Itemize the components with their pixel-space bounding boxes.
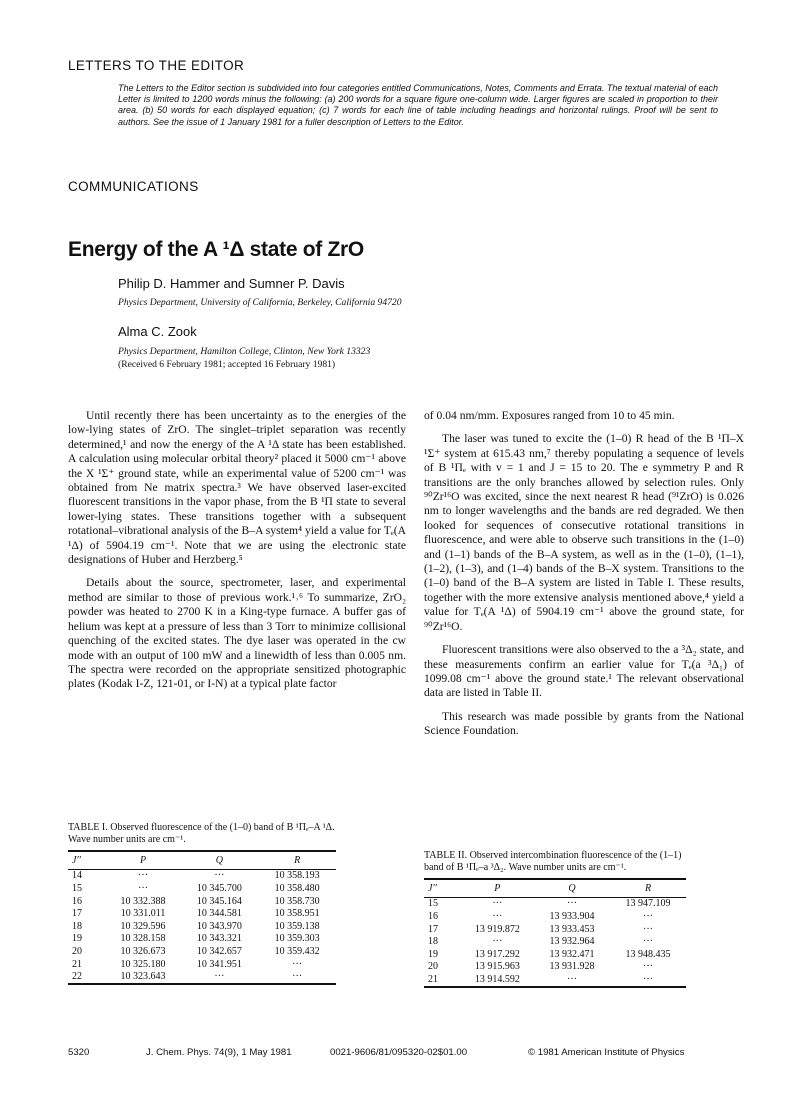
table-cell: 10 343.321 [196, 933, 242, 945]
table-row [424, 948, 686, 961]
table-cell: 10 358.480 [274, 882, 320, 894]
table-cell: 13 914.592 [461, 973, 534, 987]
table-row [424, 897, 686, 910]
table-cell: 17 [428, 923, 438, 935]
table-row [424, 961, 686, 974]
table-cell: 17 [72, 908, 82, 920]
left-column [68, 409, 406, 692]
table-cell: ··· [181, 970, 259, 984]
column-header: J′′ [424, 879, 461, 898]
table-cell: 10 323.643 [106, 970, 181, 984]
table-row [424, 910, 686, 923]
column-header: Q [181, 851, 259, 870]
table-cell: 13 915.963 [474, 961, 520, 973]
column-header: J′′ [68, 851, 106, 870]
table-cell: 14 [72, 870, 82, 882]
table-cell: 10 326.673 [120, 945, 166, 957]
table-cell: 18 [72, 920, 82, 932]
table-cell: ··· [258, 970, 336, 984]
paragraph: Until recently there has been uncertainty as to the energies of the low-lying states of ZrO. The singlet–triplet separation was recently determined,¹ and now the energy of the A ¹Δ state has been established. A calculation using molecular orbital theory² placed it 5000 cm⁻¹ above the X ¹Σ⁺ ground state, while an experimental value of 5200 cm⁻¹ was obtained from Ne matrix spectra.³ We have observed laser-excited fluorescent transitions in the vapor phase, from the B ¹Π state to several lower-lying states. These transitions together with a subsequent rotational–vibrational analysis of the B–A system⁴ yield a value for Tₑ(A ¹Δ) of 5904.19 cm⁻¹. Note that we are using the electronic state designations of Huber and Herzberg.⁵ [68, 409, 406, 567]
table-cell: 10 358.730 [274, 895, 320, 907]
paragraph: This research was made possible by grants from the National Science Foundation. [424, 709, 744, 738]
table-cell: 13 917.292 [474, 948, 520, 960]
table-1 [68, 822, 336, 985]
table-cell: ··· [610, 973, 686, 987]
table-cell: ··· [492, 910, 503, 922]
paragraph: of 0.04 nm/mm. Exposures ranged from 10 to 45 min. [424, 409, 675, 422]
table-cell: ··· [214, 870, 225, 882]
table-cell: 22 [68, 970, 106, 984]
table-cell: ··· [643, 923, 653, 935]
column-header: R [258, 851, 336, 870]
table-cell: 20 [428, 961, 438, 973]
paragraph: Fluorescent transitions were also observed to the a ³Δ₂ state, and these measurements confirm an earlier value for Tₑ(a ³Δ₁) of 1099.08 cm⁻¹ above the ground state.¹ The relevant observational data are listed in Table II. [424, 643, 744, 700]
table-2 [424, 850, 686, 988]
page-number: 5320 [68, 1047, 90, 1058]
table-cell: 10 331.011 [120, 908, 166, 920]
table-row [68, 907, 336, 920]
table-cell: 10 328.158 [120, 933, 166, 945]
table-cell: 15 [72, 882, 82, 894]
column-header: P [106, 851, 181, 870]
table-cell: 13 933.453 [549, 923, 595, 935]
table-cell: 10 329.596 [120, 920, 166, 932]
table-cell: ··· [292, 958, 303, 970]
table-cell: 10 325.180 [120, 958, 166, 970]
table-cell: ··· [492, 898, 503, 910]
table-cell: 16 [428, 910, 438, 922]
column-header: R [610, 879, 686, 898]
table-row [68, 933, 336, 946]
table-row [68, 895, 336, 908]
table-cell: 13 933.904 [549, 910, 595, 922]
paragraph: Details about the source, spectrometer, laser, and experimental method are similar to those of previous work.¹˒⁶ To summarize, ZrO₂ powder was heated to 2700 K in a King-type furnace. A buffer gas of helium was kept at a pressure of less than 3 Torr to minimize collisional quenching of the excited states. The dye laser was operated in the cw mode with an output of 100 mW and a linewidth of less than 0.005 nm. The spectra were recorded on the appropriate sensitized photographic plates (Kodak I-Z, 121-01, or I-N) at a typical plate factor [68, 576, 406, 691]
table-cell: 19 [428, 948, 438, 960]
article-code: 0021-9606/81/095320-02$01.00 [330, 1047, 468, 1058]
table-cell: 10 358.193 [274, 870, 320, 882]
table-row [424, 935, 686, 948]
authors-primary: Philip D. Hammer and Sumner P. Davis [118, 276, 345, 291]
table-cell: ··· [643, 961, 653, 973]
section-heading: LETTERS TO THE EDITOR [68, 58, 245, 73]
table-cell: 10 344.581 [196, 908, 242, 920]
table-cell: 10 341.951 [196, 958, 242, 970]
table-cell: ··· [138, 870, 149, 882]
received-date: (Received 6 February 1981; accepted 16 February 1981) [118, 359, 336, 370]
table-cell: 10 359.432 [274, 945, 320, 957]
table-2-grid [424, 878, 686, 988]
table-cell: 13 932.471 [549, 948, 595, 960]
table-cell: 10 342.657 [196, 945, 242, 957]
table-2-caption: TABLE II. Observed intercombination fluorescence of the (1–1) band of B ¹Πₑ–a ³Δ₂. Wave number units are cm⁻¹. [424, 850, 682, 873]
paragraph: The laser was tuned to excite the (1–0) R head of the B ¹Π–X ¹Σ⁺ system at 615.43 nm,⁷ thereby populating a sequence of levels of B ¹Πₑ with v = 1 and J = 15 to 20. The e symmetry P and R transitions are the only branches allowed by selection rules. Only ⁹⁰Zr¹⁶O was excited, since the next nearest R head (⁹¹ZrO) is 0.026 nm to longer wavelengths and the bands are red degraded. We then looked for sequences of consecutive rotational transitions in fluorescence, and were able to observe such transitions in the (1–0) and (1–1) bands of the B–A system, as well as in the (1–0), (1–1), (1–2), (1–3), and (1–4) bands of the B–X system. Transitions to the (1–0) band of the B–A system are listed in Table I. These results, together with the more extensive analysis mentioned above,⁴ yield a value for Tₑ(A ¹Δ) of 5904.19 cm⁻¹ above the ground state, for ⁹⁰Zr¹⁶O. [424, 432, 744, 633]
table-cell: 13 948.435 [625, 948, 671, 960]
category-heading: COMMUNICATIONS [68, 179, 199, 194]
table-cell: 13 919.872 [474, 923, 520, 935]
table-cell: 15 [428, 898, 438, 910]
table-row [68, 882, 336, 895]
table-cell: ··· [643, 936, 653, 948]
table-cell: 21 [72, 958, 82, 970]
table-cell: 10 332.388 [120, 895, 166, 907]
table-cell: ··· [567, 898, 578, 910]
table-row [68, 970, 336, 984]
affiliation-secondary: Physics Department, Hamilton College, Clinton, New York 13323 [118, 346, 371, 357]
table-cell: 10 359.303 [274, 933, 320, 945]
table-row [68, 945, 336, 958]
table-cell: 10 345.700 [196, 882, 242, 894]
table-cell: 19 [72, 933, 82, 945]
journal-citation: J. Chem. Phys. 74(9), 1 May 1981 [146, 1047, 292, 1058]
column-header: Q [534, 879, 610, 898]
table-cell: 13 931.928 [549, 961, 595, 973]
table-cell: ··· [534, 973, 610, 987]
table-cell: 18 [428, 936, 438, 948]
table-cell: 10 358.951 [274, 908, 320, 920]
article-title: Energy of the A ¹Δ state of ZrO [68, 238, 364, 261]
table-1-grid [68, 850, 336, 985]
copyright: © 1981 American Institute of Physics [528, 1047, 685, 1058]
table-cell: 10 345.164 [196, 895, 242, 907]
table-row [68, 920, 336, 933]
table-cell: 20 [72, 945, 82, 957]
table-cell: 16 [72, 895, 82, 907]
table-cell: 10 359.138 [274, 920, 320, 932]
table-row [424, 973, 686, 987]
table-cell: ··· [492, 936, 503, 948]
table-row [424, 923, 686, 936]
table-cell: 13 932.964 [549, 936, 595, 948]
table-cell: 21 [424, 973, 461, 987]
column-header: P [461, 879, 534, 898]
table-cell: ··· [138, 882, 149, 894]
editor-note: The Letters to the Editor section is subdivided into four categories entitled Communications, Notes, Comments and Errata. The textual material of each Letter is limited to 1200 words minus the following: (a) 200 words for a square figure one-column wide. Larger figures are scaled in proportion to their area. (b) 50 words for each displayed equation; (c) 7 words for each line of table including headings and horizontal rulings. Proof will be sent to authors. See the issue of 1 January 1981 for a fuller description of Letters to the Editor. [118, 83, 718, 127]
right-column [424, 409, 744, 739]
authors-secondary: Alma C. Zook [118, 324, 197, 339]
affiliation-primary: Physics Department, University of California, Berkeley, California 94720 [118, 297, 402, 308]
table-cell: ··· [643, 910, 653, 922]
table-row [68, 958, 336, 971]
table-1-caption: TABLE I. Observed fluorescence of the (1–0) band of B ¹Πₑ–A ¹Δ. Wave number units are cm⁻¹. [68, 822, 335, 845]
table-cell: 13 947.109 [625, 898, 671, 910]
table-row [68, 869, 336, 882]
table-cell: 10 343.970 [196, 920, 242, 932]
